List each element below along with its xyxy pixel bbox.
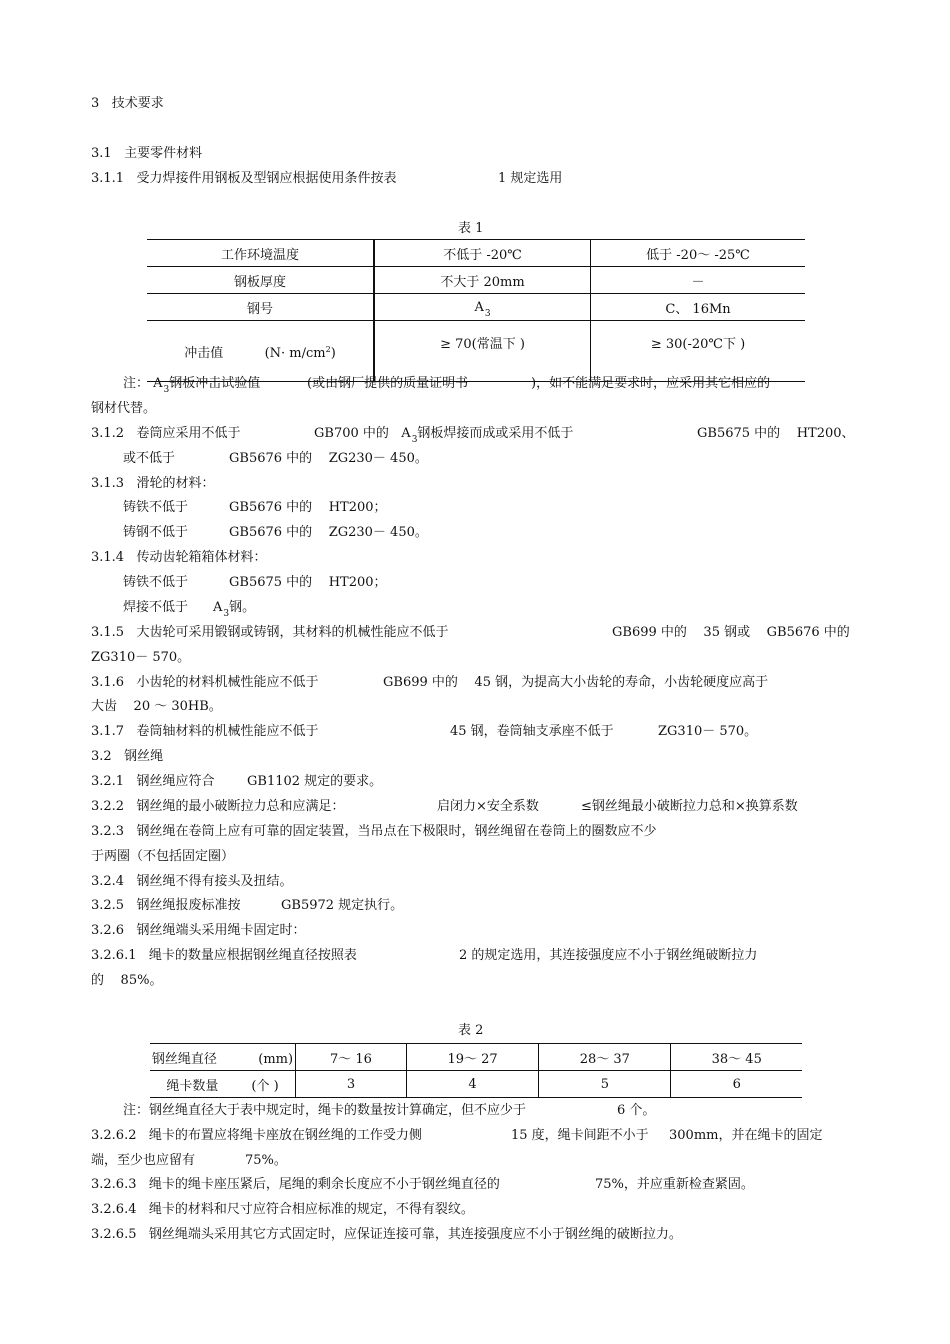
table-cell: 工作环境温度: [147, 240, 374, 267]
clause-3-1-5-c: ZG310－ 570。: [91, 650, 191, 665]
clause-3-1-1: 3.1.1 受力焊接件用钢板及型钢应根据使用条件按表: [91, 171, 397, 186]
rope-clip-table: [150, 1043, 802, 1098]
section-3-1: 3.1 主要零件材料: [91, 146, 203, 161]
clause-3-2-6-5: 3.2.6.5 钢丝绳端头采用其它方式固定时，应保证连接可靠，其连接强度应不小于钢丝绳的破断拉力。: [91, 1227, 682, 1242]
clause-3-2-2-b: 启闭力×安全系数: [437, 799, 539, 814]
table-row: [147, 240, 805, 267]
clause-3-2-6-1: 3.2.6.1 绳卡的数量应根据钢丝绳直径按照表: [91, 948, 357, 963]
table-cell: ≥ 70(常温下 ): [374, 321, 591, 382]
clause-3-1-1-tail: 1 规定选用: [498, 171, 563, 186]
clause-3-2-5: 3.2.5 钢丝绳报废标准按: [91, 898, 241, 913]
clause-3-2-6-1-c: 的 85%。: [91, 973, 163, 988]
table-cell: 钢号: [147, 294, 374, 321]
clause-3-1-2-d: 或不低于: [123, 451, 176, 466]
table-cell: 4: [406, 1071, 538, 1098]
clause-3-1-3-line2-b: GB5676 中的 ZG230－ 450。: [229, 525, 428, 540]
clause-3-2-6-4: 3.2.6.4 绳卡的材料和尺寸应符合相应标准的规定，不得有裂纹。: [91, 1202, 474, 1217]
table-cell: 7～ 16: [296, 1044, 407, 1071]
clause-3-2-6: 3.2.6 钢丝绳端头采用绳卡固定时：: [91, 923, 306, 938]
table1-note: 注： $A_3$钢板冲击试验值: [123, 376, 261, 395]
clause-3-1-2: 3.1.2 卷筒应采用不低于: [91, 426, 241, 441]
table-row: [147, 267, 805, 294]
clause-3-1-7-b: 45 钢，卷筒轴支承座不低于: [450, 724, 614, 739]
clause-3-1-4-line1: 铸铁不低于: [123, 575, 189, 590]
clause-3-1-2-b: GB700 中的 $A_3$钢板焊接而成或采用不低于: [314, 426, 574, 445]
table1-note-b: (或由钢厂提供的质量证明书: [307, 376, 469, 391]
section-3-2: 3.2 钢丝绳: [91, 749, 164, 764]
clause-3-2-6-3-b: 75%，并应重新检查紧固。: [595, 1177, 754, 1192]
clause-3-1-4-line1-b: GB5675 中的 HT200；: [229, 575, 387, 590]
clause-3-1-4-line2: 焊接不低于: [123, 600, 189, 615]
table-cell: 19～ 27: [406, 1044, 538, 1071]
clause-3-2-1: 3.2.1 钢丝绳应符合: [91, 774, 215, 789]
clause-3-2-5-b: GB5972 规定执行。: [281, 898, 404, 913]
clause-3-1-6-b: GB699 中的 45 钢，为提高大小齿轮的寿命，小齿轮硬度应高于: [383, 675, 769, 690]
clause-3-1-5-b: GB699 中的 35 钢或 GB5676 中的: [612, 625, 850, 640]
table1-note-c: )，如不能满足要求时，应采用其它相应的: [531, 376, 771, 391]
table-cell: 6: [671, 1071, 802, 1098]
clause-3-1-4-line2-b: $A_3$钢。: [213, 600, 256, 619]
clause-3-1-2-e: GB5676 中的 ZG230－ 450。: [229, 451, 428, 466]
section-heading: 3 技术要求: [91, 96, 164, 111]
table-cell: ≥ 30(-20℃下 ): [591, 321, 806, 382]
table-cell: 3: [296, 1071, 407, 1098]
clause-3-2-6-2-e: 75%。: [245, 1153, 287, 1168]
table2-note: 注：钢丝绳直径大于表中规定时，绳卡的数量按计算确定，但不应少于: [123, 1103, 527, 1118]
table-cell: 5: [539, 1071, 671, 1098]
clause-3-2-4: 3.2.4 钢丝绳不得有接头及扭结。: [91, 874, 293, 889]
clause-3-1-3-line1: 铸铁不低于: [123, 500, 189, 515]
table-cell: 低于 -20～ -25℃: [646, 247, 750, 263]
table-cell: －: [591, 267, 806, 294]
table-cell: 钢丝绳直径 (mm): [151, 1051, 294, 1067]
clause-3-2-6-2-c: 300mm，并在绳卡的固定: [669, 1128, 823, 1143]
clause-3-1-4: 3.1.4 传动齿轮箱箱体材料：: [91, 550, 267, 565]
clause-3-2-3-b: 于两圈（不包括固定圈）: [91, 849, 235, 864]
table-row: [150, 1044, 802, 1071]
clause-3-2-2: 3.2.2 钢丝绳的最小破断拉力总和应满足：: [91, 799, 345, 814]
clause-3-2-6-2-b: 15 度，绳卡间距不小于: [511, 1128, 649, 1143]
clause-3-1-7-c: ZG310－ 570。: [658, 724, 758, 739]
clause-3-2-3: 3.2.3 钢丝绳在卷筒上应有可靠的固定装置，当吊点在下极限时，钢丝绳留在卷筒上的圈数应不少: [91, 824, 657, 839]
clause-3-2-1-b: GB1102 规定的要求。: [247, 774, 383, 789]
clause-3-1-3: 3.1.3 滑轮的材料：: [91, 476, 215, 491]
table-row: [147, 294, 805, 321]
clause-3-2-6-2-d: 端，至少也应留有: [91, 1153, 196, 1168]
table-cell: 不大于 20mm: [374, 267, 591, 294]
table1-caption: 表 1: [458, 221, 484, 236]
clause-3-2-6-3: 3.2.6.3 绳卡的绳卡座压紧后，尾绳的剩余长度应不小于钢丝绳直径的: [91, 1177, 500, 1192]
table-cell: $A_3$: [374, 294, 591, 321]
clause-3-1-6-c: 大齿 20 ～ 30HB。: [91, 699, 222, 714]
clause-3-1-3-line1-b: GB5676 中的 HT200；: [229, 500, 387, 515]
clause-3-1-7: 3.1.7 卷筒轴材料的机械性能应不低于: [91, 724, 319, 739]
clause-3-1-2-c: GB5675 中的 HT200、: [697, 426, 855, 441]
table-row: [147, 321, 805, 382]
table-row: [150, 1071, 802, 1098]
clause-3-1-3-line2: 铸钢不低于: [123, 525, 189, 540]
table-cell: 28～ 37: [539, 1044, 671, 1071]
clause-3-1-6: 3.1.6 小齿轮的材料机械性能应不低于: [91, 675, 319, 690]
clause-3-2-6-2: 3.2.6.2 绳卡的布置应将绳卡座放在钢丝绳的工作受力侧: [91, 1128, 422, 1143]
table-cell: C、 16Mn: [591, 294, 806, 321]
table-cell: 不低于 -20℃: [374, 240, 591, 267]
table2-note-b: 6 个。: [617, 1103, 656, 1118]
table1-note-d: 钢材代替。: [91, 401, 157, 416]
table-cell: 钢板厚度: [147, 267, 374, 294]
material-table: [147, 239, 805, 382]
clause-3-2-2-c: ≤钢丝绳最小破断拉力总和×换算系数: [581, 799, 798, 814]
clause-3-1-5: 3.1.5 大齿轮可采用锻钢或铸钢，其材料的机械性能应不低于: [91, 625, 449, 640]
table-cell: 38～ 45: [671, 1044, 802, 1071]
table-cell: 冲击值 $(N\cdot m/cm^2)$: [147, 321, 374, 382]
table2-caption: 表 2: [458, 1023, 484, 1038]
table-cell: 绳卡数量 (个 ): [150, 1071, 296, 1098]
clause-3-2-6-1-b: 2 的规定选用，其连接强度应不小于钢丝绳破断拉力: [459, 948, 758, 963]
